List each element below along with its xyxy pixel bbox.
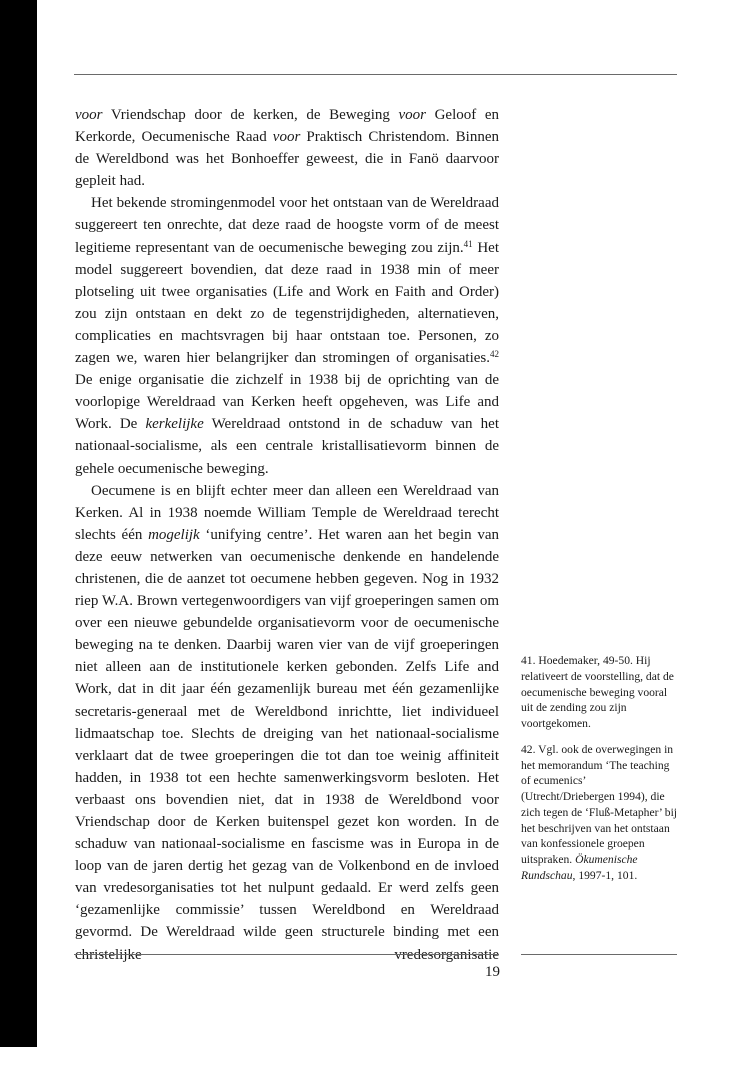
margin-footnotes [521, 653, 681, 894]
italic-text: voor [398, 107, 426, 123]
italic-text: voor [75, 107, 103, 123]
page-number: 19 [485, 964, 500, 980]
footer-rule-notes [521, 954, 677, 955]
footnote-41: 41. Hoedemaker, 49-50. Hij relativeert de voorstelling, dat de oecumenische beweging vooral uit de zending zou zijn voortgekomen. [521, 654, 674, 730]
footer-rule-main [74, 954, 499, 955]
footnote-ref: 41 [463, 238, 473, 249]
paragraph-2: Het bekende stromingenmodel voor het ontstaan van de Wereldraad suggereert ten onrechte, dat deze raad de hoogste vorm of de meest legitieme representant van de oecumenische beweging zou zijn.$^{41}$ Het model suggereert bovendien, dat deze raad in 1938 min of meer plotseling uit twee organisaties (Life and Work en Faith and Order) zou zijn ontstaan en dekt zo de tegenstrijdigheden, alternatieven, complicaties en machtsvragen bij haar ontstaan toe. Personen, zo zagen we, waren hier belangrijker dan stromingen of organisaties.$^{42}$ De enige organisatie die zichzelf in 1938 bij de oprichting van de voorlopige Wereldraad van Kerken heeft opgeheven, was Life and Work. De kerkelijke Wereldraad ontstond in de schaduw van het nationaal-socialisme, als een centrale kristallisatievorm binnen de gehele oecumenische beweging. [75, 195, 499, 477]
scan-binding-edge [0, 0, 37, 1047]
paragraph-3: Oecumene is en blijft echter meer dan alleen een Wereldraad van Kerken. Al in 1938 noemde William Temple de Wereldraad terecht slechts één mogelijk ‘unifying centre’. Het waren aan het begin van deze eeuw netwerken van oecumenische denkende en handelende christenen, die de aanzet tot oecumene hebben gegeven. Nog in 1932 riep W.A. Brown vertegenwoordigers van vijf groeperingen samen om over een nieuwe gebundelde organisatievorm voor de oecumenische beweging na te denken. Daarbij waren vier van de vijf groeperingen niet alleen aan de institutionele kerken gebonden. Zelfs Life and Work, dat in dit jaar één gezamenlijk bureau met één gezamenlijke secretaris-generaal met de Wereldbond inrichtte, liet individueel lidmaatschap toe. Slechts de dreiging van het nationaal-socialisme verklaart dat de twee groeperingen die tot dan toe weinig affiniteit hadden, in 1938 tot een hechte samenwerkingsvorm besloten. Het verbaast ons bovendien niet, dat in 1938 de Wereldbond voor Vriendschap door de Kerken buitenspel gezet kon worden. In de schaduw van nationaal-socialisme en fascisme was in Europa in de loop van de jaren dertig het gezag van de Volkenbond en de invloed van vredesorganisaties tot het nulpunt gedaald. Er werd zelfs geen ‘gezamenlijke commissie’ tussen Wereldbond en Wereldraad gevormd. De Wereldraad wilde geen structurele binding met een christelijke vredesorganisatie [75, 482, 499, 963]
paragraph-1: voor Vriendschap door de kerken, de Beweging voor Geloof en Kerkorde, Oecumenische Raad voor Praktisch Christendom. Binnen de Wereldbond was het Bonhoeffer geweest, die in Fanö daarvoor gepleit had. [75, 107, 500, 190]
header-rule [74, 74, 677, 75]
footnote-42: 42. Vgl. ook de overwegingen in het memorandum ‘The teaching of ecumenics’ (Utrecht/Driebergen 1994), die zich tegen de ‘Fluß-Metapher’ bij het beschrijven van het ontstaan van konfessionele groepen uitspraken. Ökumenische Rundschau, 1997-1, 101. [521, 742, 678, 882]
italic-text: mogelijk [148, 526, 200, 543]
main-text-column [75, 104, 499, 966]
italic-text: kerkelijke [145, 416, 204, 433]
italic-text: Ökumenische Rundschau [521, 853, 638, 882]
italic-text: voor [272, 129, 301, 146]
footnote-ref: 42 [490, 349, 499, 360]
